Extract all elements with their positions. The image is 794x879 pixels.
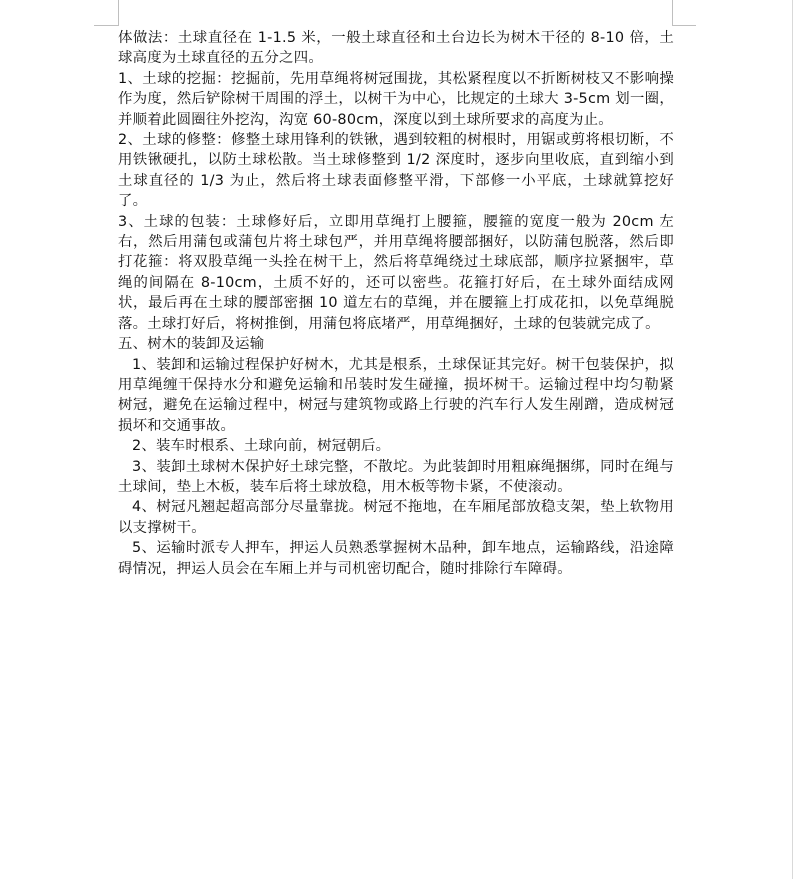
paragraph-transport-item-2: 2、装车时根系、土球向前，树冠朝后。 [132,438,391,455]
paragraph-soil-ball-digging: 1、土球的挖掘：挖掘前，先用草绳将树冠围拢，其松紧程度以不折断树枝又不影响操作为度，然后铲除树干周围的浮土，以树干为中心，比规定的土球大 3-5cm 划一圈，并顺着此圆圈往外挖沟，沟宽 60-80cm，深度以到土球所要求的高度为止。 [118,70,674,128]
paragraph-transport-item-5: 5、运输时派专人押车，押运人员熟悉掌握树木品种，卸车地点，运输路线，沿途障碍情况，押运人员会在车厢上并与司机密切配合，随时排除行车障碍。 [118,540,674,577]
crop-mark-top-left-horizontal [94,25,119,26]
section-heading-loading-transport: 五、树木的装卸及运输 [118,336,265,353]
paragraph-transport-item-3: 3、装卸土球树木保护好土球完整，不散坨。为此装卸时用粗麻绳捆绑，同时在绳与土球间，垫上木板，装车后将土球放稳，用木板等物卡紧，不使滚动。 [118,458,674,495]
paragraph-soil-ball-packing: 3、土球的包装：土球修好后，立即用草绳打上腰箍，腰箍的宽度一般为 20cm 左右，然后用蒲包或蒲包片将土球包严，并用草绳将腰部捆好，以防蒲包脱落，然后即打花箍：将双股草绳一头拴在树干上，然后将草绳绕过土球底部，顺序拉紧捆牢，草绳的间隔在 8-10cm，土质不好的，还可以密些。花箍打好后，在土球外面结成网状，最后再在土球的腰部密捆 10 道左右的草绳，并在腰箍上打成花扣，以免草绳脱落。土球打好后，将树推倒，用蒲包将底堵严，用草绳捆好，土球的包装就完成了。 [118,213,674,332]
paragraph-soil-ball-trimming: 2、土球的修整：修整土球用锋利的铁锹，遇到较粗的树根时，用锯或剪将根切断，不用铁锹硬扎，以防土球松散。当土球修整到 1/2 深度时，逐步向里收底，直到缩小到土球直径的 1/3 为止，然后将土球表面修整平滑，下部修一小平底，土球就算挖好了。 [118,132,674,210]
crop-mark-top-left-vertical [118,0,119,25]
page-right-edge [792,0,793,879]
paragraph-transport-item-1: 1、装卸和运输过程保护好树木，尤其是根系，土球保证其完好。树干包装保护，拟用草绳缠干保持水分和避免运输和吊装时发生碰撞，损坏树干。运输过程中均匀勒紧树冠，避免在运输过程中，树冠与建筑物或路上行驶的汽车行人发生剐蹭，造成树冠损坏和交通事故。 [118,356,674,434]
crop-mark-top-right-horizontal [672,25,696,26]
document-body [118,28,674,579]
paragraph-method-intro: 体做法：土球直径在 1-1.5 米，一般土球直径和土台边长为树木干径的 8-10 倍，土球高度为土球直径的五分之四。 [118,30,674,67]
crop-mark-top-right-vertical [672,0,673,25]
paragraph-transport-item-4: 4、树冠凡翘起超高部分尽量靠拢。树冠不拖地，在车厢尾部放稳支架，垫上软物用以支撑树干。 [118,499,674,536]
